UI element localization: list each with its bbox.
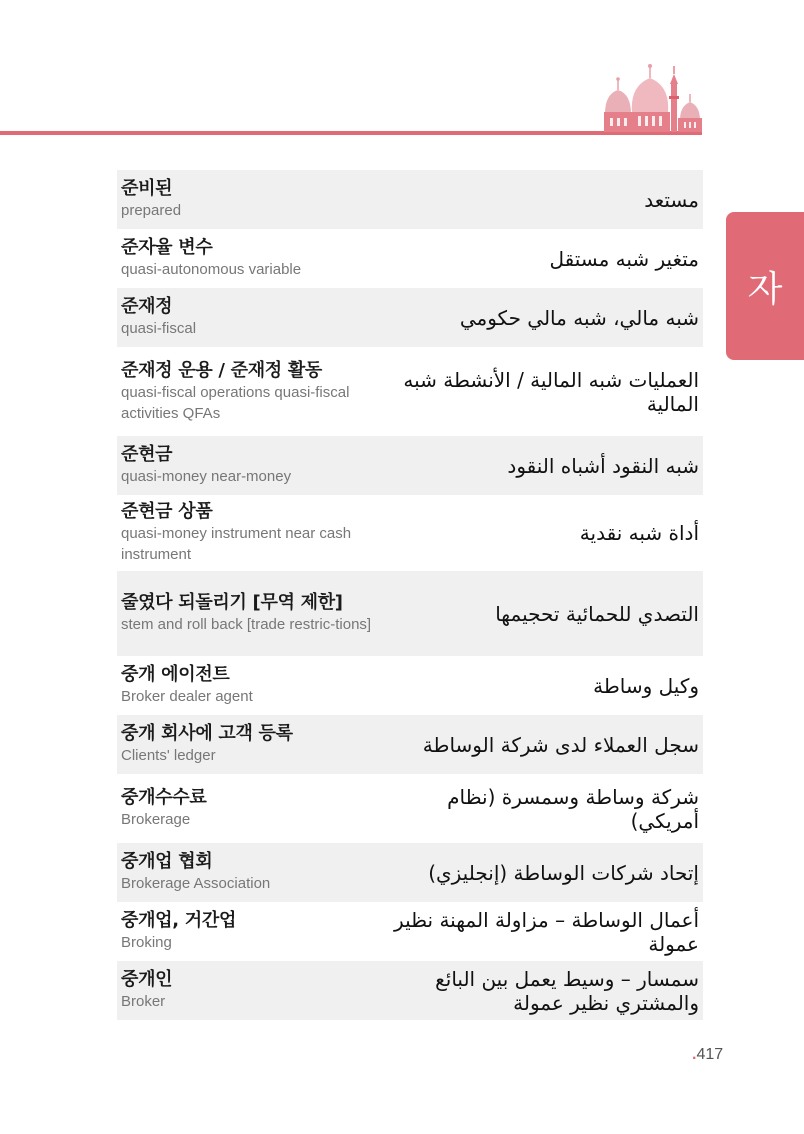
korean-term: 중개수수료 [121,787,207,808]
arabic-term: شركة وساطة وسمسرة (نظام أمريكي) [447,784,699,833]
arabic-term: مستعد [644,187,699,212]
header-rule [0,131,702,135]
page-number [692,1046,723,1064]
glossary-entry [117,774,703,843]
english-term: Broker dealer agent [121,688,253,705]
korean-term: 중개업, 거간업 [121,910,237,931]
glossary-entry [117,229,703,288]
arabic-term: متغير شبه مستقل [549,246,699,271]
korean-term: 중개 회사에 고객 등록 [121,723,293,744]
english-term: Broker [121,993,166,1010]
page-number-dot: . [692,1046,697,1063]
glossary-entry [117,170,703,229]
korean-term: 중개업 협회 [121,851,213,872]
korean-term: 준현금 [121,444,173,465]
glossary-entry [117,288,703,347]
arabic-term: شبه مالي، شبه مالي حكومي [459,305,699,330]
english-term: quasi-fiscal [121,320,197,337]
english-term: Brokerage [121,811,191,828]
arabic-term: العمليات شبه المالية / الأنشطة شبه المالية [403,367,699,416]
section-tab[interactable] [726,212,804,360]
arabic-term: أعمال الوساطة – مزاولة المهنة نظير عمولة [394,907,699,956]
korean-term: 준비된 [121,178,173,199]
english-term: quasi-autonomous variable [121,261,302,278]
glossary-entry [117,656,703,715]
glossary-entry [117,347,703,436]
arabic-term: أداة شبه نقدية [579,521,699,545]
glossary-entry [117,495,703,571]
glossary-entry [117,902,703,961]
page-number-value: 417 [696,1046,724,1063]
arabic-term: سجل العملاء لدى شركة الوساطة [422,732,699,757]
korean-term: 준자율 변수 [121,237,213,258]
english-term: quasi-money near-money [121,468,292,485]
arabic-term: وكيل وساطة [593,673,699,698]
english-term: Broking [121,934,172,951]
glossary-entry [117,843,703,902]
arabic-term: سمسار – وسيط يعمل بين البائع والمشتري نظير عمولة [435,966,699,1015]
english-term: Clients' ledger [121,747,216,764]
korean-term: 준현금 상품 [121,501,213,522]
korean-term: 줄였다 되돌리기 [무역 제한] [121,592,343,613]
glossary-entry [117,571,703,656]
glossary-entry [117,961,703,1020]
korean-term: 준재정 [121,296,173,317]
arabic-term: التصدي للحمائية تحجيمها [495,601,699,626]
english-term: stem and roll back [trade restric-tions] [121,616,372,633]
english-term: quasi-fiscal operations quasi-fiscal activities QFAs [121,383,350,422]
korean-term: 준재정 운용 / 준재정 활동 [121,359,323,381]
korean-term: 중개인 [121,969,173,990]
arabic-term: شبه النقود أشباه النقود [507,453,699,478]
glossary-entry [117,436,703,495]
english-term: quasi-money instrument near cash instrument [121,525,352,563]
section-tab-label: 자 [747,268,783,310]
english-term: Brokerage Association [121,875,271,892]
arabic-term: إتحاد شركات الوساطة (إنجليزي) [428,860,699,885]
english-term: prepared [121,202,182,219]
korean-term: 중개 에이전트 [121,664,230,685]
mosque-icon [600,62,702,134]
glossary-list [117,170,703,1020]
glossary-entry [117,715,703,774]
